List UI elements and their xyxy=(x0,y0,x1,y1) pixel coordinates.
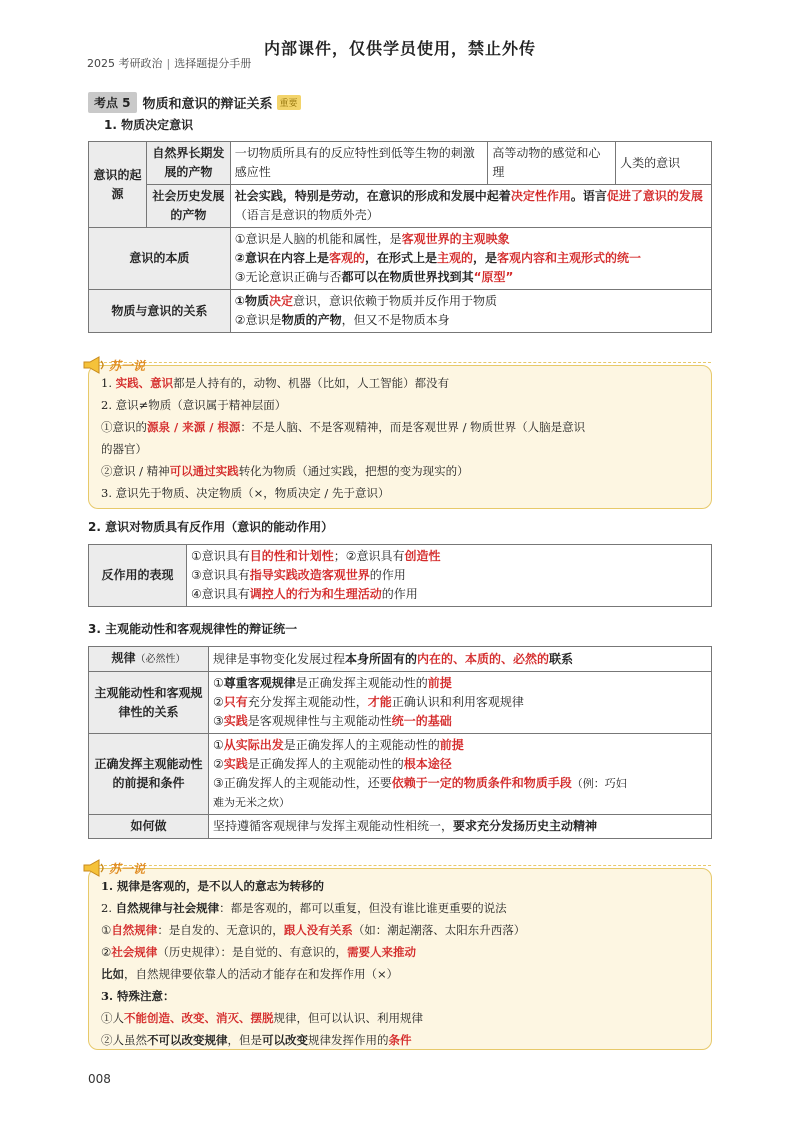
note-label: 苏一说 xyxy=(109,358,146,373)
note1-line-5: 3. 意识先于物质、决定物质（×，物质决定 / 先于意识） xyxy=(101,486,390,500)
header-separator: | xyxy=(166,57,171,70)
note1-line-3b: 的器官） xyxy=(101,442,147,456)
point-heading xyxy=(88,92,301,113)
note2-line-8: ②人虽然不可以改变规律，但是可以改变规律发挥作用的条件 xyxy=(101,1033,412,1047)
note2-line-3: ①自然规律：是自发的、无意识的，跟人没有关系（如：潮起潮落、太阳东升西落） xyxy=(101,923,526,937)
section-2-title: 2. 意识对物质具有反作用（意识的能动作用） xyxy=(88,520,334,534)
running-header xyxy=(87,55,251,71)
law-text: 规律是事物变化发展过程本身所固有的内在的、本质的、必然的联系 xyxy=(209,647,712,672)
section-1-title: 1. 物质决定意识 xyxy=(104,118,194,132)
note-divider xyxy=(89,865,711,866)
note2-line-4: ②社会规律（历史规律）：是自觉的、有意识的，需要人来推动 xyxy=(101,945,417,959)
note1-line-2: 2. 意识≠物质（意识属于精神层面） xyxy=(101,398,287,412)
note2-line-5: 比如，自然规律要依靠人的活动才能存在和发挥作用（×） xyxy=(101,967,399,981)
note-box-1 xyxy=(88,358,712,509)
initiative-law-relation-label: 主观能动性和客观规律性的关系 xyxy=(89,672,209,734)
reaction-text: ①意识具有目的性和计划性；②意识具有创造性 ③意识具有指导实践改造客观世界的作用 ④意识具有调控人的行为和生理活动的作用 xyxy=(187,545,712,607)
note-header xyxy=(81,354,145,376)
section-title: 选择题提分手册 xyxy=(174,57,252,70)
social-origin-text: 社会实践，特别是劳动，在意识的形成和发展中起着决定性作用。语言促进了意识的发展（语言是意识的物质外壳） xyxy=(230,185,711,228)
table-law-and-initiative xyxy=(88,646,712,839)
initiative-law-relation-text: ①尊重客观规律是正确发挥主观能动性的前提 ②只有充分发挥主观能动性，才能正确认识和利用客观规律 ③实践是客观规律性与主观能动性统一的基础 xyxy=(209,672,712,734)
internal-banner: 内部课件，仅供学员使用，禁止外传 xyxy=(263,39,536,58)
note-divider xyxy=(89,362,711,363)
note-header xyxy=(81,857,145,879)
relation-label: 物质与意识的关系 xyxy=(89,290,231,333)
important-badge: 重要 xyxy=(277,95,301,110)
how-to-text: 坚持遵循客观规律与发挥主观能动性相统一，要求充分发扬历史主动精神 xyxy=(209,815,712,839)
relation-text: ①物质决定意识，意识依赖于物质并反作用于物质 ②意识是物质的产物，但又不是物质本身 xyxy=(230,290,711,333)
how-to-label: 如何做 xyxy=(89,815,209,839)
natural-origin-stage-2: 高等动物的感觉和心理 xyxy=(488,142,616,185)
note1-line-1: 1. 实践、意识都是人持有的，动物、机器（比如，人工智能）都没有 xyxy=(101,376,450,390)
natural-origin-stage-3: 人类的意识 xyxy=(616,142,712,185)
essence-label: 意识的本质 xyxy=(89,228,231,290)
note2-line-6: 3. 特殊注意： xyxy=(101,989,175,1003)
premise-conditions-text: ①从实际出发是正确发挥人的主观能动性的前提 ②实践是正确发挥人的主观能动性的根本途径 ③正确发挥人的主观能动性，还要依赖于一定的物质条件和物质手段（例：巧妇 难为无米之炊） xyxy=(209,734,712,815)
note2-line-7: ①人不能创造、改变、消灭、摆脱规律，但可以认识、利用规律 xyxy=(101,1011,423,1025)
megaphone-icon xyxy=(81,857,107,879)
note-box-2 xyxy=(88,861,712,1050)
table-matter-determines-consciousness xyxy=(88,141,712,333)
note2-line-2: 2. 自然规律与社会规律：都是客观的，都可以重复，但没有谁比谁更重要的说法 xyxy=(101,901,507,915)
social-origin-label: 社会历史发展的产物 xyxy=(146,185,230,228)
book-title: 2025 考研政治 xyxy=(87,57,163,70)
essence-text: ①意识是人脑的机能和属性，是客观世界的主观映象 ②意识在内容上是客观的，在形式上是主观的，是客观内容和主观形式的统一 ③无论意识正确与否都可以在物质世界找到其“原型” xyxy=(230,228,711,290)
section-3-title: 3. 主观能动性和客观规律性的辩证统一 xyxy=(88,622,298,636)
megaphone-icon xyxy=(81,354,107,376)
origin-label: 意识的起源 xyxy=(89,142,147,228)
natural-origin-stage-1: 一切物质所具有的反应特性到低等生物的刺激感应性 xyxy=(230,142,488,185)
note-label: 苏一说 xyxy=(109,861,146,876)
natural-origin-label: 自然界长期发展的产物 xyxy=(146,142,230,185)
note1-line-4: ②意识 / 精神可以通过实践转化为物质（通过实践，把想的变为现实的） xyxy=(101,464,469,478)
point-tag: 考点 5 xyxy=(88,92,137,113)
table-reaction xyxy=(88,544,712,607)
law-label: 规律（必然性） xyxy=(89,647,209,672)
premise-conditions-label: 正确发挥主观能动性的前提和条件 xyxy=(89,734,209,815)
note1-line-3: ①意识的源泉 / 来源 / 根源：不是人脑、不是客观精神，而是客观世界 / 物质世界（人脑是意识 xyxy=(101,420,586,434)
note2-line-1: 1. 规律是客观的，是不以人的意志为转移的 xyxy=(101,879,325,893)
reaction-label: 反作用的表现 xyxy=(89,545,187,607)
point-title: 物质和意识的辩证关系 xyxy=(142,97,273,112)
page-number: 008 xyxy=(88,1072,111,1086)
